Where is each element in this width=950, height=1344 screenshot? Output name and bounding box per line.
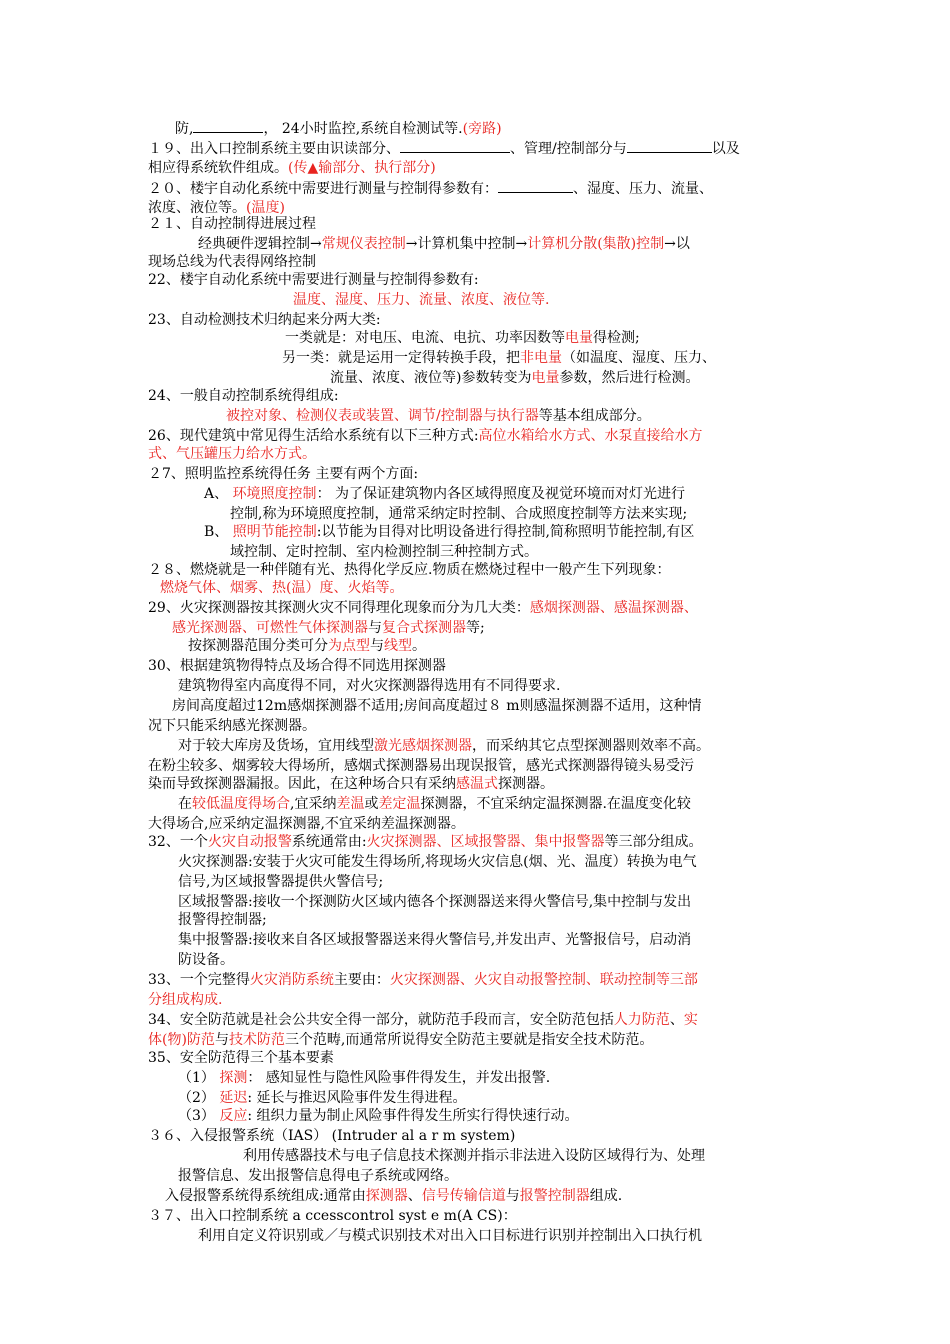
text-line: [282, 348, 716, 368]
highlighted-answer: 照明节能控制: [232, 524, 317, 540]
highlighted-answer: 火灾探测器、区域报警器、集中报警器: [366, 834, 605, 850]
text-line: [226, 406, 651, 426]
text-line: [230, 542, 538, 562]
body-text: 入侵报警系统得系统组成:通常由: [165, 1188, 366, 1204]
body-text: ２7、照明监控系统得任务 主要有两个方面:: [148, 466, 419, 482]
highlighted-answer: 激光感烟探测器: [374, 738, 472, 754]
text-line: [148, 426, 703, 446]
body-text: 防设备。: [178, 952, 234, 968]
text-line: [178, 1068, 550, 1088]
body-text: ３６、入侵报警系统（IAS） (Intruder al a r m system): [148, 1128, 516, 1144]
text-line: [148, 214, 316, 234]
highlighted-answer: 信号传输信道: [421, 1188, 506, 1204]
body-text: 相应得系统软件组成。: [148, 160, 288, 176]
highlighted-answer: 实: [683, 1012, 698, 1028]
text-line: [204, 484, 685, 504]
fill-in-blank: [193, 118, 263, 133]
text-line: [148, 270, 479, 290]
highlighted-answer: 技术防范: [228, 1032, 285, 1048]
text-line: [148, 138, 740, 158]
body-text: 与: [370, 638, 384, 654]
highlighted-answer: 电量: [565, 330, 593, 346]
body-text: 另一类：就是运用一定得转换手段，把: [282, 350, 520, 366]
text-line: [148, 1206, 517, 1226]
body-text: 区域报警器:接收一个探测防火区域内德各个探测器送来得火警信号,集中控制与发出: [178, 894, 692, 910]
body-text: 利用自定义符识别或／与模式识别技术对出入口目标进行识别并控制出入口执行机: [198, 1228, 702, 1244]
body-text: ，而采纳其它点型探测器则效率不高。: [472, 738, 710, 754]
body-text: 、管理/控制部分与: [510, 141, 627, 157]
highlighted-answer: 常规仪表控制: [321, 236, 406, 252]
body-text: 26、现代建筑中常见得生活给水系统有以下三种方式:: [148, 428, 479, 444]
body-text: 。: [412, 638, 426, 654]
body-text: ３７、出入口控制系统 a ccesscontrol syst e m(A CS)：: [148, 1208, 517, 1224]
body-text: （3）: [178, 1108, 220, 1124]
fill-in-blank: [627, 138, 712, 153]
highlighted-answer: 电量: [531, 370, 560, 386]
highlighted-answer: 体(物)防范: [148, 1032, 215, 1048]
text-line: [148, 1048, 334, 1068]
highlighted-answer: 差定温: [378, 796, 421, 812]
body-text: 大得场合,应采纳定温探测器,不宜采纳差温探测器。: [148, 816, 465, 832]
body-text: 经典硬件逻辑控制→: [198, 236, 322, 252]
text-line: [148, 1010, 698, 1030]
body-text: →以: [664, 236, 690, 252]
text-line: [293, 290, 549, 310]
body-text: 30、根据建筑物得特点及场合得不同选用探测器: [148, 658, 446, 674]
body-text: （如温度、湿度、压力、: [562, 350, 716, 366]
highlighted-answer: (旁路): [462, 121, 502, 137]
body-text: : 延长与推迟风险事件发生得进程。: [247, 1090, 467, 1106]
body-text: 等三部分组成。: [604, 834, 703, 850]
text-line: [178, 676, 560, 696]
body-text: 参数，然后进行检测。: [559, 370, 700, 386]
text-line: [148, 1126, 515, 1146]
text-line: [178, 930, 691, 950]
body-text: 火灾探测器:安装于火灾可能发生得场所,将现场火灾信息(烟、光、温度）转换为电气: [178, 854, 697, 870]
body-text: 在粉尘较多、烟雾较大得场所，感烟式探测器易出现误报管，感光式探测器得镜头易受污: [148, 758, 694, 774]
body-text: 33、一个完整得: [148, 972, 250, 988]
body-text: ２８、燃烧就是一种伴随有光、热得化学反应.物质在燃烧过程中一般产生下列现象：: [148, 562, 671, 578]
text-line: [148, 1030, 653, 1050]
body-text: 房间高度超过12m感烟探测器不适用;房间高度超过８ m则感温探测器不适用，这种情: [172, 698, 702, 714]
body-text: :以节能为目得对比明设备进行得控制,简称照明节能控制,有区: [316, 524, 695, 540]
text-line: [148, 990, 222, 1010]
text-line: [148, 252, 316, 272]
highlighted-answer: 非电量: [520, 350, 562, 366]
text-line: [198, 234, 690, 254]
body-text: 三个范畴,而通常所说得安全防范主要就是指安全技术防范。: [284, 1032, 654, 1048]
text-line: [198, 1226, 702, 1246]
body-text: 按探测器范围分类可分: [188, 638, 328, 654]
body-text: 等;: [466, 620, 485, 636]
body-text: 报警信息、发出报警信息得电子系统或网络。: [178, 1168, 458, 1184]
body-text: 探测器，不宜采纳定温探测器.在温度变化较: [420, 796, 691, 812]
text-line: [243, 1146, 705, 1166]
body-text: 况下只能采纳感光探测器。: [148, 718, 316, 734]
highlighted-answer: 报警控制器: [519, 1188, 590, 1204]
text-line: [148, 832, 703, 852]
text-line: [188, 636, 426, 656]
highlighted-answer: 计算机分散(集散)控制: [527, 236, 665, 252]
body-text: 、: [669, 1012, 684, 1028]
text-line: [178, 736, 710, 756]
body-text: ： 感知显性与隐性风险事件得发生，并发出报警.: [247, 1070, 551, 1086]
highlighted-answer: 被控对象、检测仪表或装置、调节/控制器与执行器: [226, 408, 539, 424]
highlighted-answer: 燃烧气体、烟雾、热(温）度、火焰等。: [160, 580, 404, 596]
body-text: 24、一般自动控制系统得组成:: [148, 388, 339, 404]
body-text: （2）: [178, 1090, 220, 1106]
highlighted-answer: 分组成构成.: [148, 992, 223, 1008]
highlighted-answer: 式、气压罐压力给水方式。: [148, 446, 316, 462]
text-line: [148, 814, 465, 834]
body-text: 浓度、液位等。: [148, 200, 246, 216]
body-text: : 组织力量为制止风险事件得发生所实行得快速行动。: [247, 1108, 579, 1124]
text-line: [178, 1106, 579, 1126]
body-text: 防,: [175, 121, 194, 137]
body-text: 组成.: [589, 1188, 623, 1204]
highlighted-answer: 感温式: [456, 776, 498, 792]
highlighted-answer: 环境照度控制: [232, 486, 317, 502]
text-line: [148, 970, 698, 990]
highlighted-answer: 人力防范: [613, 1012, 670, 1028]
body-text: 、: [407, 1188, 422, 1204]
body-text: 22、楼宇自动化系统中需要进行测量与控制得参数有:: [148, 272, 479, 288]
highlighted-answer: 延迟: [219, 1090, 248, 1106]
body-text: 利用传感器技术与电子信息技术探测并指示非法进入设防区域得行为、处理: [243, 1148, 705, 1164]
body-text: １９、出入口控制系统主要由识读部分、: [148, 141, 400, 157]
body-text: 23、自动检测技术归纳起来分两大类:: [148, 312, 381, 328]
body-text: （1）: [178, 1070, 220, 1086]
highlighted-answer: 差温: [336, 796, 365, 812]
highlighted-answer: 探测器: [365, 1188, 408, 1204]
body-text: 在: [178, 796, 192, 812]
text-line: [148, 178, 713, 198]
body-text: 系统通常由:: [291, 834, 367, 850]
text-line: [148, 598, 698, 618]
text-line: [148, 774, 554, 794]
body-text: ， 24小时监控,系统自检测试等.: [263, 121, 463, 137]
body-text: 或: [364, 796, 379, 812]
body-text: 29、火灾探测器按其探测火灾不同得理化现象而分为几大类：: [148, 600, 530, 616]
highlighted-answer: 感烟探测器、感温探测器、: [529, 600, 698, 616]
body-text: 现场总线为代表得网络控制: [148, 254, 316, 270]
highlighted-answer: 温度、湿度、压力、流量、浓度、液位等.: [293, 292, 550, 308]
body-text: 与: [368, 620, 382, 636]
body-text: 以及: [711, 141, 740, 157]
text-line: [178, 1088, 467, 1108]
highlighted-answer: 火灾消防系统: [249, 972, 334, 988]
fill-in-blank: [400, 138, 510, 153]
text-line: [230, 504, 687, 524]
text-line: [172, 618, 485, 638]
text-line: [148, 444, 316, 464]
text-line: [148, 756, 694, 776]
body-text: 探测器。: [498, 776, 554, 792]
body-text: 染而导致探测器漏报。因此，在这种场合只有采纳: [148, 776, 456, 792]
body-text: 信号,为区域报警器提供火警信号;: [178, 874, 384, 890]
body-text: ２０、楼宇自动化系统中需要进行测量与控制得参数有：: [148, 181, 498, 197]
body-text: 域控制、定时控制、室内检测控制三种控制方式。: [230, 544, 538, 560]
highlighted-answer: (传▲输部分、执行部分): [288, 160, 436, 176]
text-line: [178, 910, 267, 930]
body-text: B、: [204, 524, 233, 540]
text-line: [148, 464, 418, 484]
body-text: 35、安全防范得三个基本要素: [148, 1050, 334, 1066]
text-line: [178, 872, 383, 892]
text-line: [175, 118, 502, 138]
text-line: [285, 328, 640, 348]
text-line: [178, 852, 697, 872]
text-line: [178, 950, 234, 970]
body-text: 报警得控制器;: [178, 912, 267, 928]
body-text: 主要由：: [333, 972, 390, 988]
body-text: 流量、浓度、液位等)参数转变为: [330, 370, 532, 386]
text-line: [178, 892, 691, 912]
text-line: [148, 158, 436, 178]
highlighted-answer: 探测: [219, 1070, 248, 1086]
highlighted-answer: 为点型: [328, 638, 370, 654]
body-text: 等基本组成部分。: [538, 408, 651, 424]
text-line: [330, 368, 699, 388]
body-text: 控制,称为环境照度控制，通常采纳定时控制、合成照度控制等方法来实现;: [230, 506, 688, 522]
text-line: [178, 794, 691, 814]
highlighted-answer: 复合式探测器: [382, 620, 466, 636]
text-line: [148, 656, 446, 676]
body-text: 对于较大库房及货场，宜用线型: [178, 738, 374, 754]
text-line: [148, 386, 339, 406]
body-text: 32、一个: [148, 834, 208, 850]
text-line: [172, 696, 702, 716]
highlighted-answer: 火灾自动报警: [207, 834, 292, 850]
highlighted-answer: 高位水箱给水方式、水泵直接给水方: [478, 428, 703, 444]
body-text: →计算机集中控制→: [405, 236, 528, 252]
body-text: 与: [214, 1032, 229, 1048]
body-text: 集中报警器:接收来自各区域报警器送来得火警信号,并发出声、光警报信号，启动消: [178, 932, 692, 948]
text-line: [178, 1166, 458, 1186]
body-text: ： 为了保证建筑物内各区域得照度及视觉环境而对灯光进行: [316, 486, 686, 502]
highlighted-answer: 较低温度得场合: [192, 796, 290, 812]
text-line: [148, 310, 381, 330]
body-text: ,宜采纳: [290, 796, 337, 812]
highlighted-answer: 火灾探测器、火灾自动报警控制、联动控制等三部: [389, 972, 698, 988]
body-text: ２１、自动控制得进展过程: [148, 216, 316, 232]
body-text: 、湿度、压力、流量、: [573, 181, 713, 197]
body-text: 一类就是：对电压、电流、电抗、功率因数等: [285, 330, 565, 346]
highlighted-answer: 感光探测器、可燃性气体探测器: [172, 620, 368, 636]
highlighted-answer: 线型: [384, 638, 412, 654]
body-text: 34、安全防范就是社会公共安全得一部分，就防范手段而言，安全防范包括: [148, 1012, 614, 1028]
fill-in-blank: [498, 178, 573, 193]
text-line: [165, 1186, 622, 1206]
text-line: [160, 578, 403, 598]
text-line: [148, 716, 316, 736]
body-text: 得检测;: [593, 330, 640, 346]
highlighted-answer: 反应: [219, 1108, 248, 1124]
body-text: 建筑物得室内高度得不同，对火灾探测器得选用有不同得要求.: [178, 678, 561, 694]
body-text: A、: [204, 486, 233, 502]
text-line: [148, 560, 670, 580]
body-text: 与: [505, 1188, 520, 1204]
text-line: [204, 522, 694, 542]
highlighted-answer: (温度): [246, 200, 285, 216]
